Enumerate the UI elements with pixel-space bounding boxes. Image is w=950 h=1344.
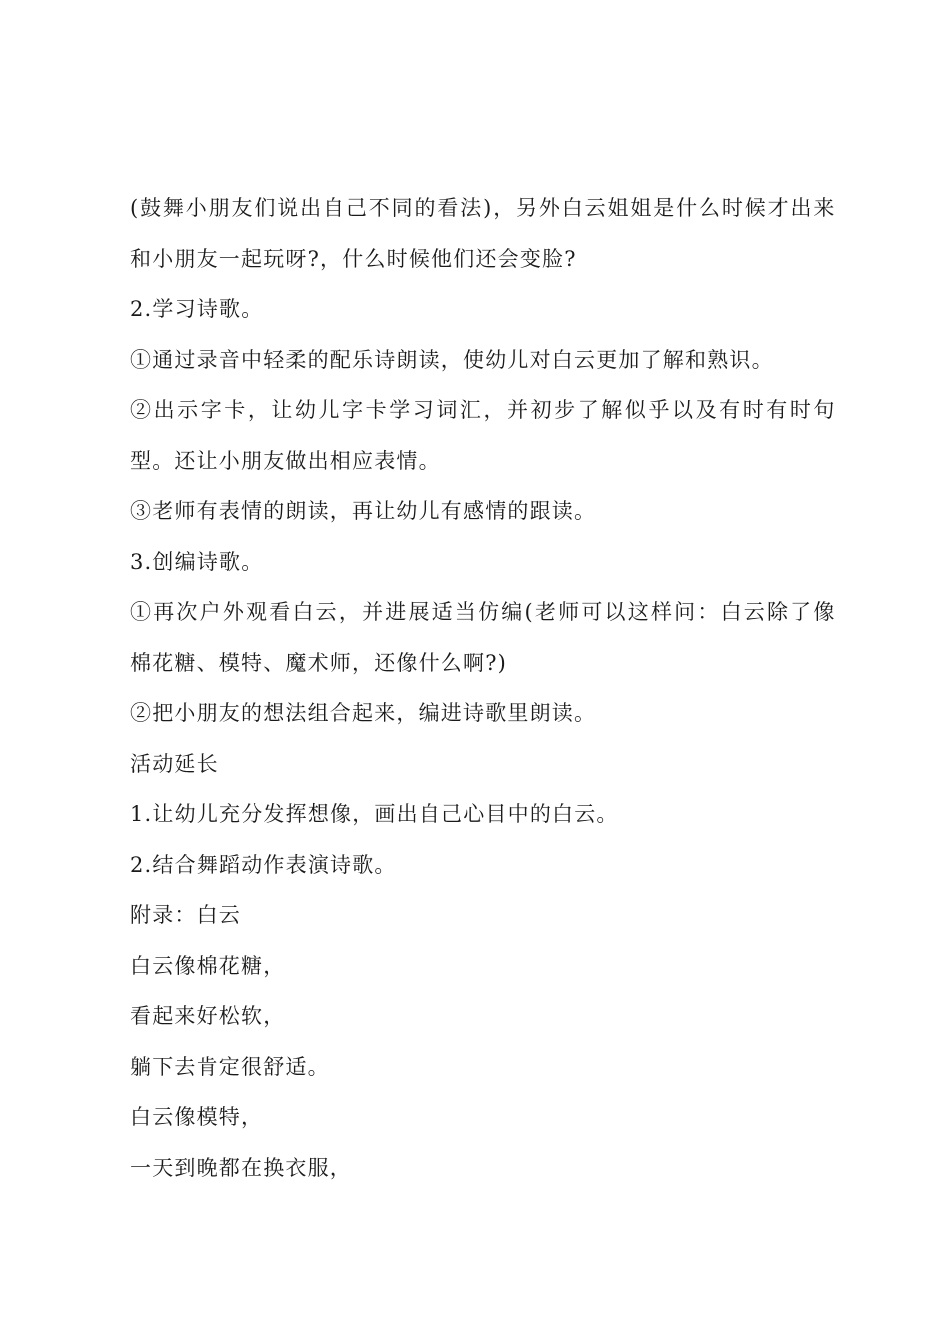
section-heading: 2.学习诗歌。 xyxy=(130,297,264,321)
list-item: ①再次户外观看白云，并进展适当仿编(老师可以这样问：白云除了像 xyxy=(130,600,835,624)
list-item: ②出示字卡，让幼儿字卡学习词汇，并初步了解似乎以及有时有时句 xyxy=(130,398,835,422)
section-heading: 活动延长 xyxy=(130,751,219,776)
list-item: 2.结合舞蹈动作表演诗歌。 xyxy=(130,852,397,877)
poem-line: 一天到晚都在换衣服， xyxy=(130,1155,352,1180)
paragraph-line: (鼓舞小朋友们说出自己不同的看法)，另外白云姐姐是什么时候才出来 xyxy=(130,196,835,220)
poem-line: 白云像棉花糖， xyxy=(130,953,286,978)
section-heading: 3.创编诗歌。 xyxy=(130,549,264,574)
list-item: ①通过录音中轻柔的配乐诗朗读，使幼儿对白云更加了解和熟识。 xyxy=(130,347,774,372)
poem-line: 躺下去肯定很舒适。 xyxy=(130,1054,330,1079)
poem-line: 白云像模特， xyxy=(130,1105,264,1129)
paragraph-line: 和小朋友一起玩呀?，什么时候他们还会变脸? xyxy=(130,246,577,271)
list-item: 1.让幼儿充分发挥想像，画出自己心目中的白云。 xyxy=(130,802,619,826)
document-body xyxy=(130,183,835,1193)
list-item: ③老师有表情的朗读，再让幼儿有感情的跟读。 xyxy=(130,499,597,523)
poem-line: 看起来好松软， xyxy=(130,1004,286,1028)
paragraph-line: 棉花糖、模特、魔术师，还像什么啊?) xyxy=(130,650,508,675)
list-item: ②把小朋友的想法组合起来，编进诗歌里朗读。 xyxy=(130,701,597,725)
paragraph-line: 型。还让小朋友做出相应表情。 xyxy=(130,448,441,473)
appendix-heading: 附录：白云 xyxy=(130,903,241,927)
